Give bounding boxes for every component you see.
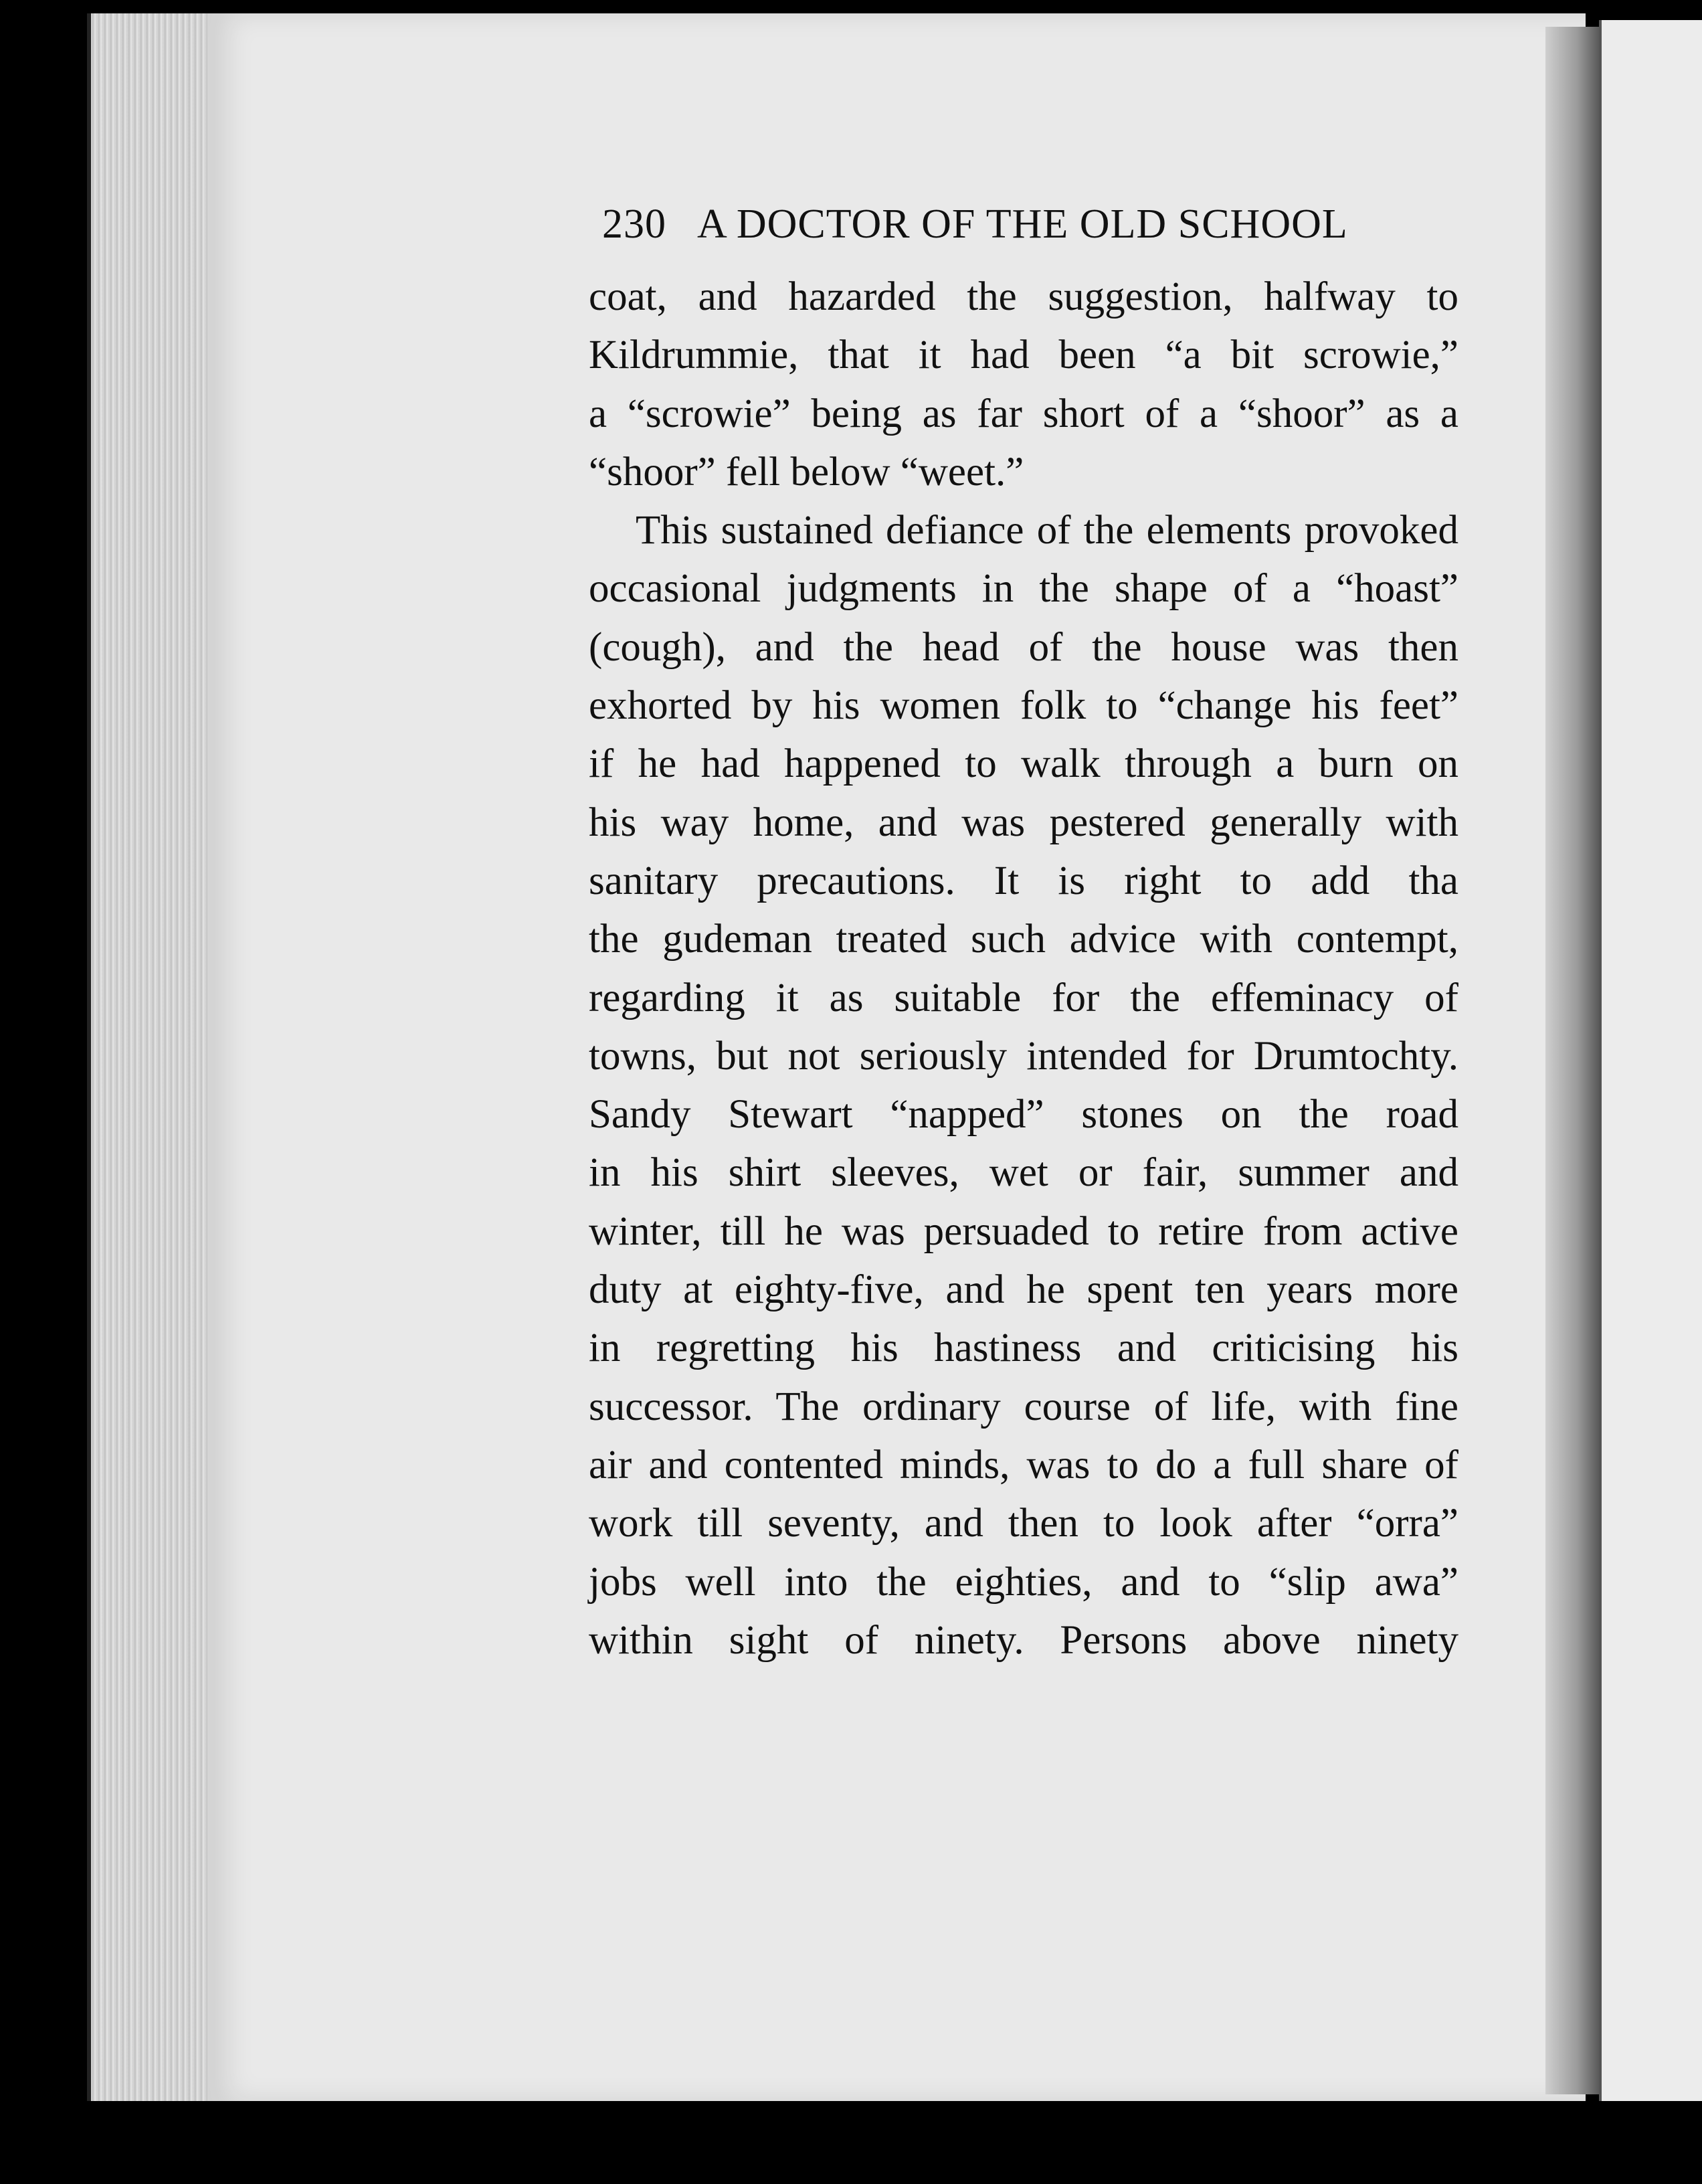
text-line: if he had happened to walk through a burn on <box>589 741 1458 787</box>
text-line: his way home, and was pestered generally with <box>589 800 1458 845</box>
page-number: 230 <box>602 201 666 247</box>
text-line: Kildrummie, that it had been “a bit scrowie,” <box>589 333 1458 378</box>
text-line: in his shirt sleeves, wet or fair, summer and <box>589 1150 1458 1196</box>
text-line: winter, till he was persuaded to retire from active <box>589 1208 1458 1254</box>
text-line: in regretting his hastiness and criticising his <box>589 1326 1458 1371</box>
text-line: towns, but not seriously intended for Drumtochty. <box>589 1033 1458 1079</box>
text-line: successor. The ordinary course of life, with fine <box>589 1384 1458 1429</box>
text-line: regarding it as suitable for the effeminacy of <box>589 975 1458 1020</box>
body-text <box>589 268 1458 1669</box>
text-line: occasional judgments in the shape of a “hoast” <box>589 566 1458 612</box>
text-line: “shoor” fell below “weet.” <box>589 449 1024 494</box>
text-line: jobs well into the eighties, and to “slip awa” <box>589 1559 1458 1605</box>
text-line: sanitary precautions. It is right to add tha <box>589 858 1458 903</box>
text-line: coat, and hazarded the suggestion, halfway to <box>589 274 1458 319</box>
text-line: exhorted by his women folk to “change his feet” <box>589 683 1458 729</box>
running-header <box>602 201 1378 248</box>
text-line: air and contented minds, was to do a full share of <box>589 1442 1458 1487</box>
text-line: (cough), and the head of the house was then <box>589 624 1458 670</box>
text-line: duty at eighty-five, and he spent ten years more <box>589 1267 1458 1313</box>
text-line: a “scrowie” being as far short of a “shoor” as a <box>589 391 1458 436</box>
text-line: work till seventy, and then to look after “orra” <box>589 1501 1458 1546</box>
text-line: the gudeman treated such advice with contempt, <box>589 917 1458 962</box>
text-line: Sandy Stewart “napped” stones on the road <box>589 1092 1458 1138</box>
text-line: This sustained defiance of the elements provoked <box>636 508 1458 553</box>
facing-page-edge <box>1599 20 1702 2101</box>
running-title: A DOCTOR OF THE OLD SCHOOL <box>697 201 1348 247</box>
gutter-shadow <box>1545 27 1599 2094</box>
text-line: within sight of ninety. Persons above ninety <box>589 1617 1458 1663</box>
